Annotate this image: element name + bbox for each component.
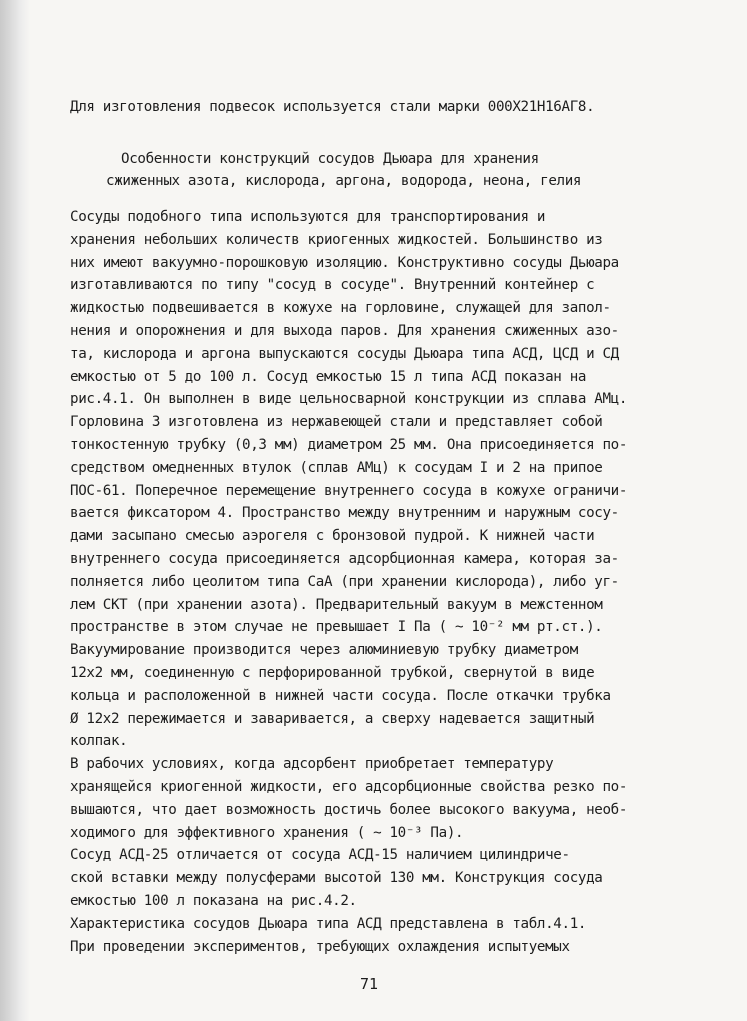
body-line: емкостью 100 л показана на рис.4.2. — [70, 893, 357, 909]
body-line: Вакуумирование производится через алюминиевую трубку диаметром — [70, 642, 578, 659]
body-line: та, кислорода и аргона выпускаются сосуды Дьюара типа АСД, ЦСД и СД — [70, 345, 619, 362]
body-line: кольца и расположенной в нижней части сосуда. После откачки трубка — [70, 687, 611, 704]
body-line: Ø 12х2 пережимается и заваривается, а сверху надевается защитный — [70, 710, 595, 727]
body-line: Характеристика сосудов Дьюара типа АСД представлена в табл.4.1. — [70, 915, 587, 932]
body-line: средством омедненных втулок (сплав АМц) к сосудам I и 2 на припое — [70, 459, 603, 476]
body-line: ходимого для эффективного хранения ( ~ 10⁻³ Па). — [70, 824, 464, 841]
body-line: полняется либо цеолитом типа СаА (при хранении кислорода), либо уг- — [70, 573, 619, 590]
body-line: Горловина 3 изготовлена из нержавеющей стали и представляет собой — [70, 414, 603, 431]
body-line: изготавливаются по типу "сосуд в сосуде". Внутренний контейнер с — [70, 277, 595, 294]
body-line: хранящейся криогенной жидкости, его адсорбционные свойства резко по- — [70, 779, 628, 795]
body-line: тонкостенную трубку (0,3 мм) диаметром 25 мм. Она присоединяется по- — [70, 437, 628, 453]
body-line: жидкостью подвешивается в кожухе на горловине, служащей для запол- — [70, 300, 611, 317]
body-line: внутреннего сосуда присоединяется адсорбционная камера, которая за- — [70, 551, 619, 567]
body-line: Сосуды подобного типа используются для транспортирования и — [70, 209, 546, 225]
body-line: В рабочих условиях, когда адсорбент приобретает температуру — [70, 756, 554, 773]
body-line: ской вставки между полусферами высотой 130 мм. Конструкция сосуда — [70, 870, 603, 887]
intro-line: Для изготовления подвесок используется стали марки 000Х21Н16АГ8. — [70, 99, 595, 115]
body-line: вышаются, что дает возможность достичь более высокого вакуума, необ- — [70, 801, 628, 818]
body-line: вается фиксатором 4. Пространство между внутренним и наружным сосу- — [70, 505, 619, 522]
body-line: лем СКТ (при хранении азота). Предварительный вакуум в межстенном — [70, 596, 603, 613]
section-heading-line-2: сжиженных азота, кислорода, аргона, водорода, неона, гелия — [106, 173, 582, 189]
body-line: нения и опорожнения и для выхода паров. Для хранения сжиженных азо- — [70, 323, 619, 339]
body-line: емкостью от 5 до 100 л. Сосуд емкостью 15 л типа АСД показан на — [70, 368, 587, 385]
body-line: них имеют вакуумно-порошковую изоляцию. Конструктивно сосуды Дьюара — [70, 254, 619, 271]
body-line: Сосуд АСД-25 отличается от сосуда АСД-15 наличием цилиндриче- — [70, 847, 570, 864]
section-heading-line-1: Особенности конструкций сосудов Дьюара для хранения — [121, 151, 539, 167]
body-line: хранения небольших количеств криогенных жидкостей. Большинство из — [70, 231, 603, 248]
body-line: При проведении экспериментов, требующих охлаждения испытуемых — [70, 938, 570, 955]
binding-shadow — [0, 0, 30, 1021]
body-line: рис.4.1. Он выполнен в виде цельносварной конструкции из сплава АМц. — [70, 391, 628, 408]
body-line: дами засыпано смесью аэрогеля с бронзовой пудрой. К нижней части — [70, 528, 595, 545]
page-number: 71 — [360, 975, 379, 993]
body-line: колпак. — [70, 733, 128, 750]
body-line: ПОС-61. Поперечное перемещение внутреннего сосуда в кожухе ограничи- — [70, 482, 628, 499]
body-line: 12х2 мм, соединенную с перфорированной трубкой, свернутой в виде — [70, 665, 595, 681]
body-line: пространстве в этом случае не превышает I Па ( ~ 10⁻² мм рт.ст.). — [70, 619, 603, 636]
